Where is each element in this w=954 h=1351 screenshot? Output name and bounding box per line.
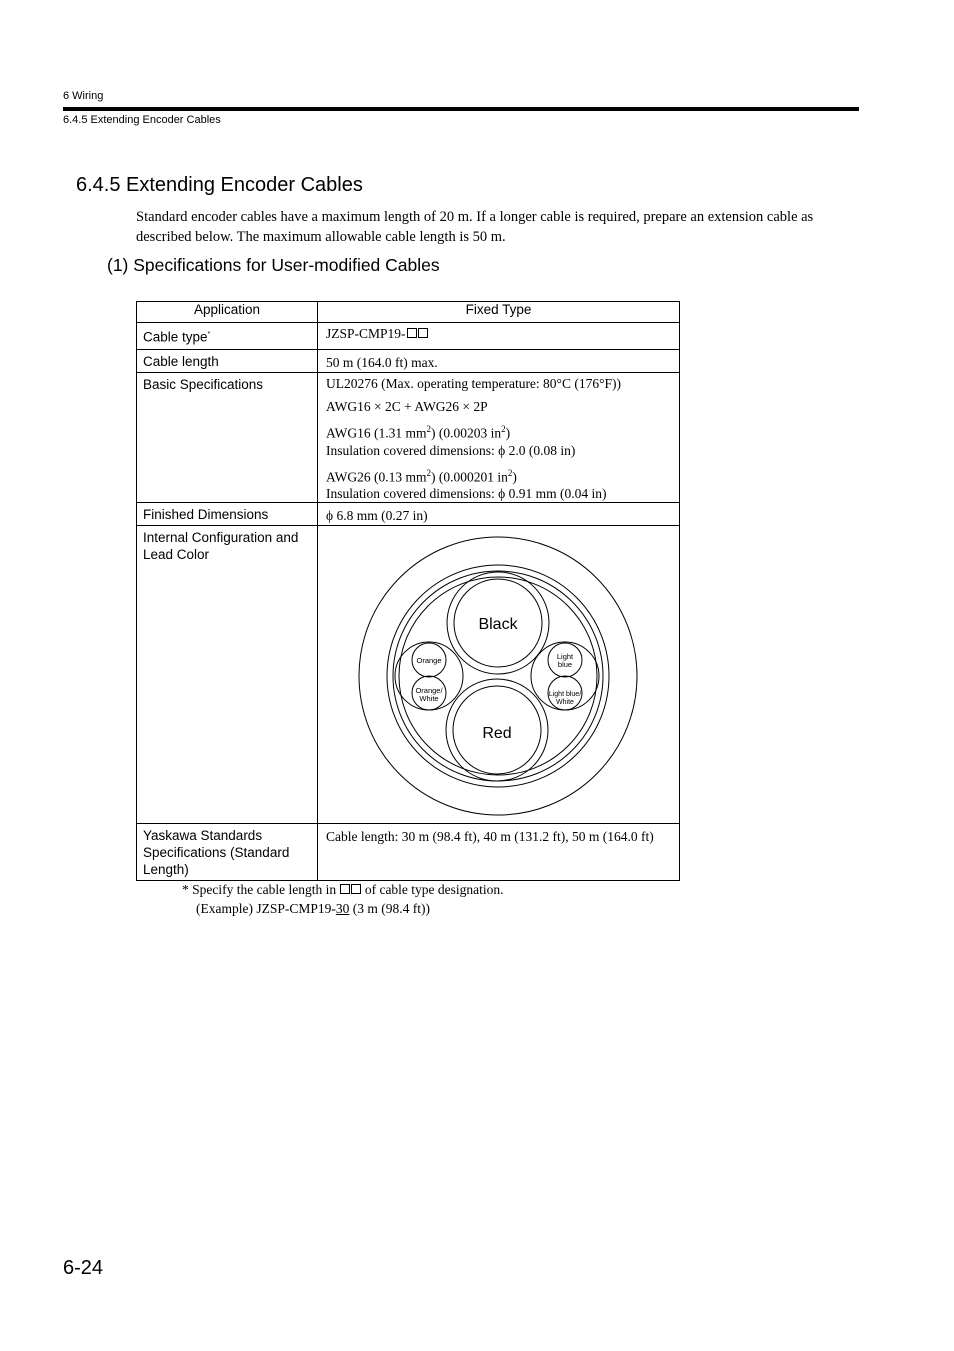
shield-layer (387, 565, 609, 787)
basic-specs-label: Basic Specifications (137, 373, 318, 503)
footnote-line-2: (Example) JZSP-CMP19-30 (3 m (98.4 ft)) (196, 901, 430, 916)
yaskawa-standards-label: Yaskawa Standards Specifications (Standard Length) (137, 824, 318, 881)
header-chapter: 6 Wiring (63, 90, 104, 102)
spec-table (136, 301, 680, 881)
basic-spec-line: UL20276 (Max. operating temperature: 80°C (176°F)) (326, 376, 621, 391)
black-label: Black (478, 616, 518, 633)
header-fixed-type: Fixed Type (318, 302, 680, 323)
table-row-finished (137, 503, 680, 526)
cable-type-value-cell (318, 323, 680, 350)
internal-config-label: Internal Configuration and Lead Color (137, 526, 318, 824)
orange-white-label-2: White (419, 694, 439, 703)
section-title: 6.4.5 Extending Encoder Cables (76, 174, 363, 196)
light-blue-white-label-1: Light blue/ (548, 691, 582, 698)
red-label: Red (482, 725, 512, 742)
basic-spec-line: Insulation covered dimensions: ϕ 0.91 mm (0.04 in) (326, 486, 607, 501)
table-row-basic-specs (137, 373, 680, 503)
table-footnote (182, 880, 504, 918)
orange-white-label-1: Orange/ (415, 686, 443, 695)
header-rule (63, 107, 859, 111)
basic-spec-line: AWG16 × 2C + AWG26 × 2P (326, 399, 488, 414)
subsection-title: (1) Specifications for User-modified Cables (107, 255, 440, 275)
orange-label: Orange (416, 656, 442, 665)
table-row-internal (137, 526, 680, 824)
header-application: Application (137, 302, 318, 323)
light-blue-label-2: blue (557, 660, 573, 669)
yaskawa-standards-value: Cable length: 30 m (98.4 ft), 40 m (131.2 ft), 50 m (164.0 ft) (318, 824, 680, 881)
basic-spec-line: Insulation covered dimensions: ϕ 2.0 (0.08 in) (326, 442, 576, 458)
table-row-yaskawa (137, 824, 680, 881)
placeholder-box-icon (407, 328, 417, 338)
finished-dimensions-label: Finished Dimensions (137, 503, 318, 526)
basic-spec-line: AWG26 (0.13 $mm^2$) (0.000201 $in^2$) (326, 467, 517, 484)
table-header-row (137, 302, 680, 323)
placeholder-box-icon (351, 884, 361, 894)
page-number: 6-24 (63, 1257, 104, 1279)
placeholder-box-icon (340, 884, 350, 894)
table-row-cable-length (137, 350, 680, 373)
cable-length-label: Cable length (137, 350, 318, 373)
cable-length-value: 50 m (164.0 ft) max. (318, 350, 680, 373)
intro-paragraph: Standard encoder cables have a maximum length of 20 m. If a longer cable is required, prepare an extension cable as described below. The maximum allowable cable length is 50 m. (136, 209, 814, 245)
placeholder-box-icon (418, 328, 428, 338)
basic-spec-line: AWG16 (1.31 $mm^2$) (0.00203 $in^2$) (326, 424, 511, 441)
cable-type-label-cell (137, 323, 318, 350)
finished-dimensions-value: ϕ 6.8 mm (0.27 in) (318, 503, 680, 526)
cable-type-value: JZSP-CMP19- (326, 326, 406, 341)
cable-cross-section-cell (318, 526, 680, 824)
cable-type-label: Cable type (143, 329, 208, 345)
light-blue-label-1: Light (556, 652, 574, 661)
basic-specs-cell (318, 373, 680, 503)
footnote-mark: * (207, 331, 211, 338)
table-row-cable-type (137, 323, 680, 350)
footnote-line-1: * Specify the cable length in of cable type designation. (182, 882, 504, 897)
header-section: 6.4.5 Extending Encoder Cables (63, 114, 221, 126)
light-blue-white-label-2: White (556, 699, 574, 706)
cable-cross-section-diagram (318, 526, 679, 823)
